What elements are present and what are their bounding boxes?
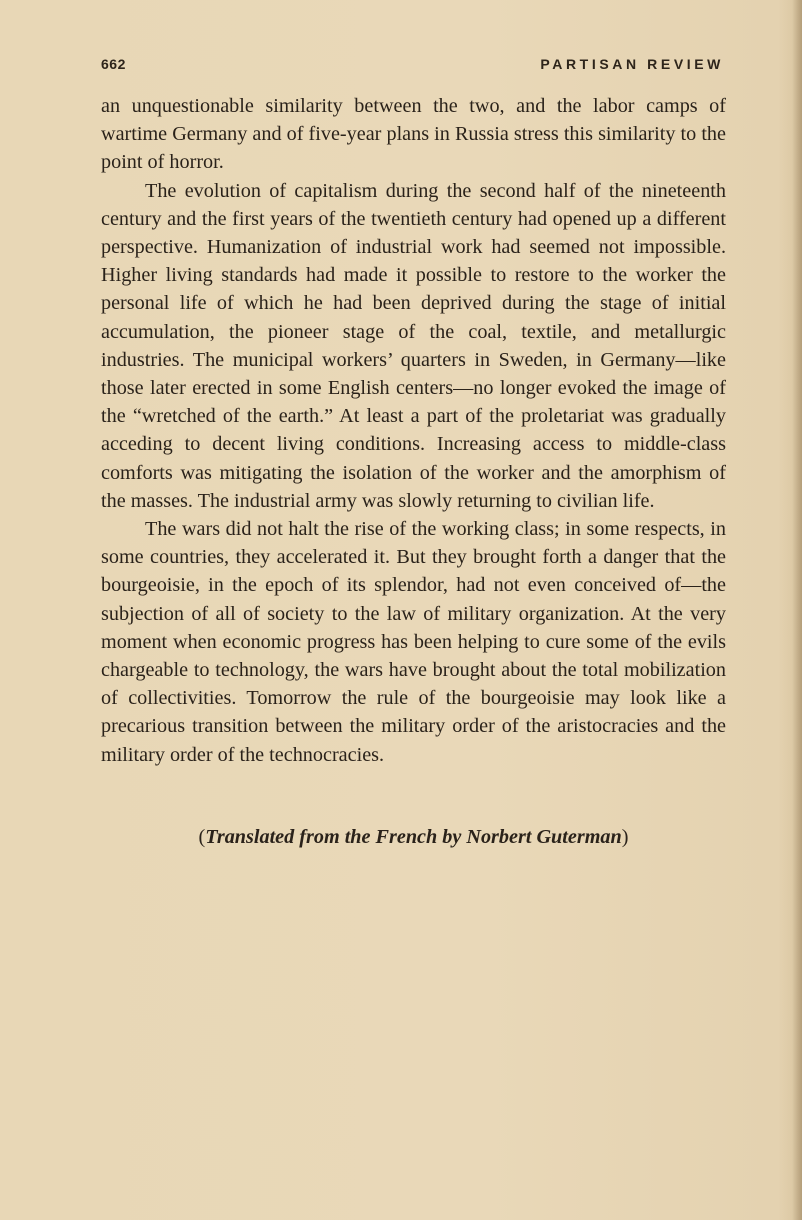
paragraph-1: an unquestionable similarity between the two, and the labor camps of wartime Germany and of five-year plans in Russia stress this similarity to the point of horror. [101, 95, 726, 174]
page-edge-shadow [792, 0, 802, 1220]
credit-text: Translated from the French by Norbert Guterman [205, 826, 622, 848]
page-number: 662 [101, 56, 126, 72]
paragraph-2: The evolution of capitalism during the second half of the nineteenth century and the first years of the twentieth century had opened up a different perspective. Humanization of industrial work had seemed not impossible. Higher living standards had made it possible to restore to the worker the personal life of which he had been deprived during the stage of initial accumulation, the pioneer stage of the coal, textile, and metallurgic industries. The municipal workers’ quarters in Sweden, in Germany—like those later erected in some English centers—no longer evoked the image of the “wretched of the earth.” At least a part of the proletariat was gradually acceding to decent living conditions. Increasing access to middle-class comforts was mitigating the isolation of the worker and the amorphism of the masses. The industrial army was slowly returning to civilian life. [101, 179, 726, 512]
credit-open-paren: ( [198, 826, 206, 848]
page-header [101, 56, 724, 80]
running-head-journal-title: PARTISAN REVIEW [540, 56, 724, 72]
article-body [101, 92, 726, 769]
credit-close-paren: ) [621, 826, 629, 848]
paragraph-3: The wars did not halt the rise of the working class; in some respects, in some countries, they accelerated it. But they brought forth a danger that the bourgeoisie, in the epoch of its splendor, had not even conceived of—the subjection of all of society to the law of military organization. At the very moment when economic progress has been helping to cure some of the evils chargeable to technology, the wars have brought about the total mobilization of collectivities. Tomorrow the rule of the bourgeoisie may look like a precarious transition between the military order of the aristocracies and the military order of the technocracies. [101, 518, 726, 766]
translation-credit [101, 826, 726, 849]
